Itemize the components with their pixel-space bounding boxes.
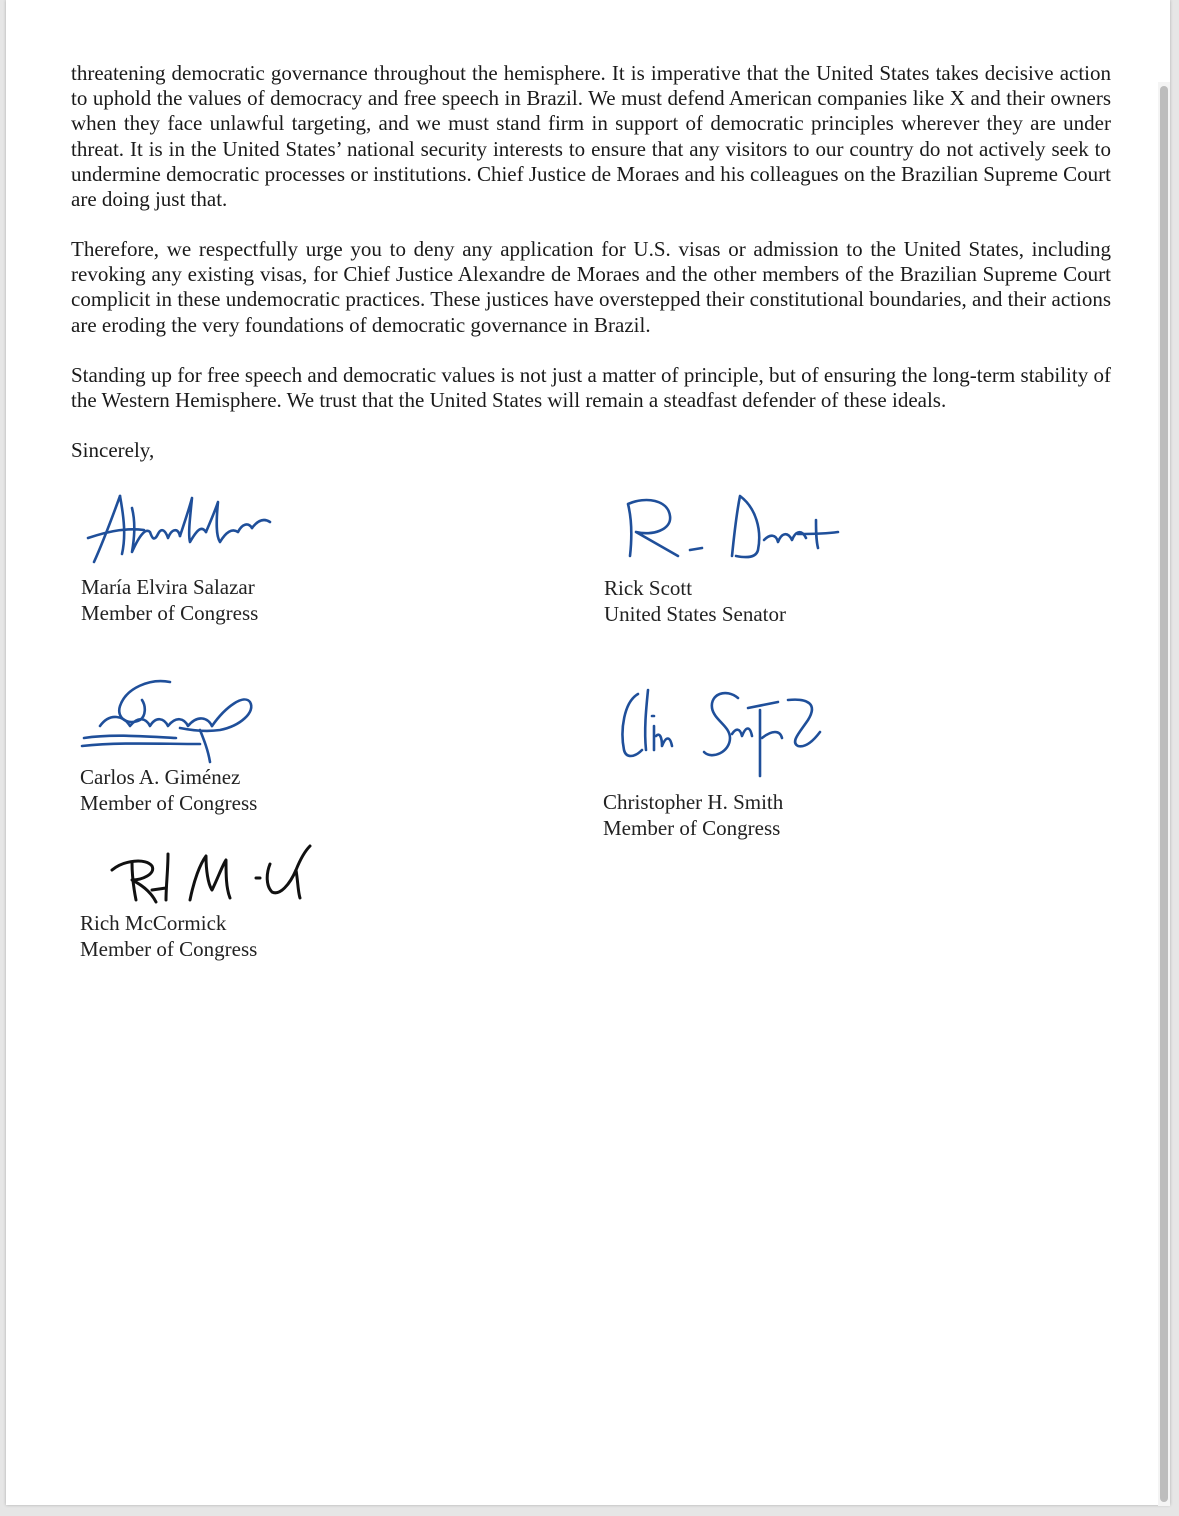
- signature-salazar: [82, 488, 282, 568]
- signature-mccormick: [106, 840, 316, 910]
- signature-chris-smith: [612, 680, 832, 784]
- signatory-title: United States Senator: [604, 602, 786, 626]
- signatory-title: Member of Congress: [80, 791, 258, 815]
- signatory-name: María Elvira Salazar: [81, 575, 255, 599]
- paragraph-2: Therefore, we respectfully urge you to deny any application for U.S. visas or admission to the United States, including revoking any existing visas, for Chief Justice Alexandre de Moraes and the other members of the Brazilian Supreme Court complicit in these undemocratic practices. These justices have overstepped their constitutional boundaries, and their actions are eroding the very foundations of democratic governance in Brazil.: [71, 237, 1111, 337]
- signatory-title: Member of Congress: [81, 601, 259, 625]
- signatory-title: Member of Congress: [80, 937, 258, 961]
- signature-gimenez: [80, 672, 260, 768]
- signatory-rick-scott: [604, 575, 786, 627]
- signatory-chris-smith: [603, 789, 783, 841]
- paragraph-1: threatening democratic governance throughout the hemisphere. It is imperative that the United States takes decisive action to uphold the values of democracy and free speech in Brazil. We must defend American companies like X and their owners when they face unlawful targeting, and we must stand firm in support of democratic principles wherever they are under threat. It is in the United States’ national security interests to ensure that any visitors to our country do not actively seek to undermine democratic processes or institutions. Chief Justice de Moraes and his colleagues on the Brazilian Supreme Court are doing just that.: [71, 61, 1111, 212]
- signatory-mccormick: [80, 910, 257, 962]
- signatory-name: Rick Scott: [604, 576, 693, 600]
- document-page: [6, 0, 1170, 1505]
- paragraph-3: Standing up for free speech and democratic values is not just a matter of principle, but of ensuring the long-term stability of the Western Hemisphere. We trust that the United States will remain a steadfast defender of these ideals.: [71, 363, 1111, 413]
- signatory-gimenez: [80, 764, 257, 816]
- closing-salutation: Sincerely,: [71, 438, 155, 462]
- signature-rick-scott: [606, 490, 846, 570]
- signatory-salazar: [81, 574, 258, 626]
- scrollbar-thumb[interactable]: [1160, 86, 1168, 1502]
- signatory-name: Christopher H. Smith: [603, 790, 784, 814]
- signatory-name: Carlos A. Giménez: [80, 765, 241, 789]
- signatory-title: Member of Congress: [603, 816, 781, 840]
- signatory-name: Rich McCormick: [80, 911, 227, 935]
- vertical-scrollbar[interactable]: [1158, 82, 1170, 1506]
